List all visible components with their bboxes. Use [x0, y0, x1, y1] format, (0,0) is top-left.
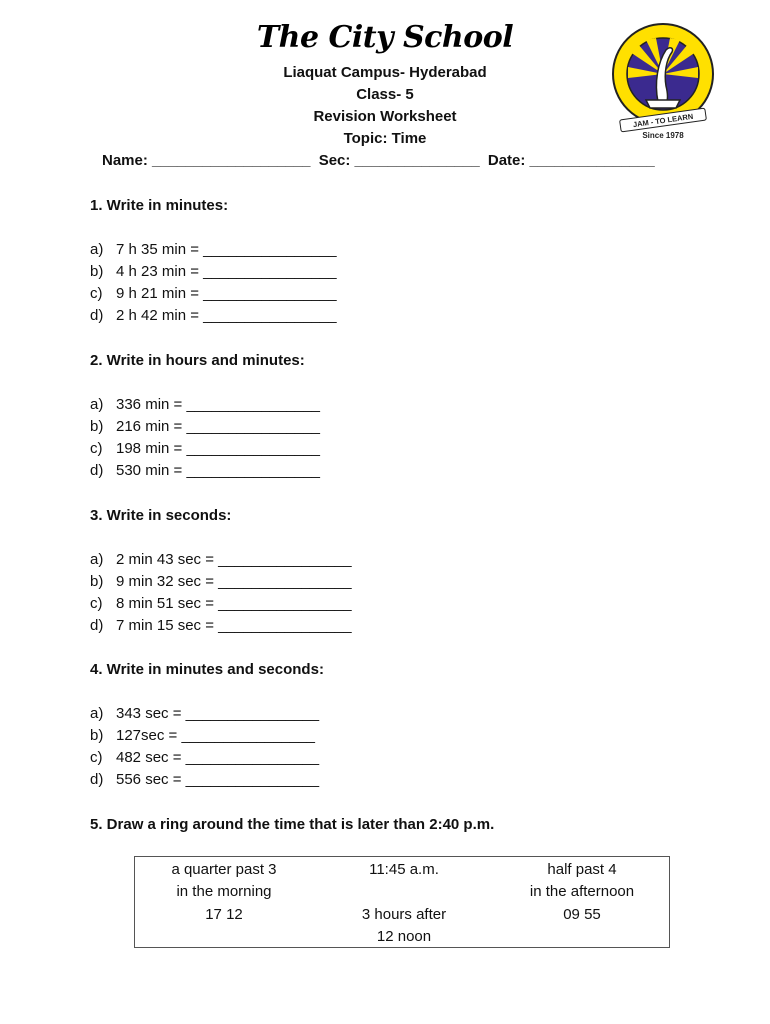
question-2-item-a: a) 336 min = ________________: [90, 396, 320, 413]
question-1-item-b: b) 4 h 23 min = ________________: [90, 263, 337, 280]
question-3-item-c: c) 8 min 51 sec = ________________: [90, 595, 352, 612]
logo-since: Since 1978: [642, 131, 684, 140]
date-field[interactable]: Date: _______________: [487, 152, 655, 169]
question-1-heading: 1. Write in minutes:: [90, 197, 229, 214]
class-line: Class- 5: [356, 86, 414, 103]
question-3-heading: 3. Write in seconds:: [90, 507, 232, 524]
question-3-item-b: b) 9 min 32 sec = ________________: [90, 573, 352, 590]
choice-half-past-4[interactable]: half past 4 in the afternoon: [529, 861, 635, 900]
svg-text:JAM - TO LEARN: JAM - TO LEARN: [632, 111, 694, 130]
question-2-item-b: b) 216 min = ________________: [90, 418, 320, 435]
question-3-item-a: a) 2 min 43 sec = ________________: [90, 551, 352, 568]
choice-quarter-past-3[interactable]: a quarter past 3 in the morning: [171, 861, 277, 900]
question-2-heading: 2. Write in hours and minutes:: [90, 352, 305, 369]
question-4-item-c: c) 482 sec = ________________: [90, 749, 320, 766]
question-4-heading: 4. Write in minutes and seconds:: [90, 661, 324, 678]
choice-11-45-am[interactable]: 11:45 a.m.: [369, 861, 439, 878]
worksheet-title: Revision Worksheet: [313, 108, 457, 125]
choice-3-hours-after-noon[interactable]: 3 hours after 12 noon: [361, 906, 447, 945]
question-3-item-d: d) 7 min 15 sec = ________________: [90, 617, 352, 634]
question-2-item-d: d) 530 min = ________________: [90, 462, 320, 479]
campus-line: Liaquat Campus- Hyderabad: [283, 64, 487, 81]
topic-line: Topic: Time: [343, 130, 427, 147]
question-4-item-d: d) 556 sec = ________________: [90, 771, 320, 788]
student-info-row: [102, 152, 659, 169]
choice-09-55[interactable]: 09 55: [563, 906, 601, 923]
question-2-item-c: c) 198 min = ________________: [90, 440, 320, 457]
question-4-item-a: a) 343 sec = ________________: [90, 705, 320, 722]
school-logo-icon: [608, 22, 718, 142]
question-1-item-a: a) 7 h 35 min = ________________: [90, 241, 337, 258]
question-1-item-c: c) 9 h 21 min = ________________: [90, 285, 337, 302]
school-title: The City School: [256, 20, 514, 55]
question-4-item-b: b) 127sec = ________________: [90, 727, 315, 744]
question-5-heading: 5. Draw a ring around the time that is later than 2:40 p.m.: [90, 816, 495, 833]
choice-17-12[interactable]: 17 12: [205, 906, 243, 923]
question-1-item-d: d) 2 h 42 min = ________________: [90, 307, 337, 324]
sec-field[interactable]: Sec: _______________: [318, 152, 480, 169]
name-field[interactable]: Name: ___________________: [102, 152, 311, 169]
